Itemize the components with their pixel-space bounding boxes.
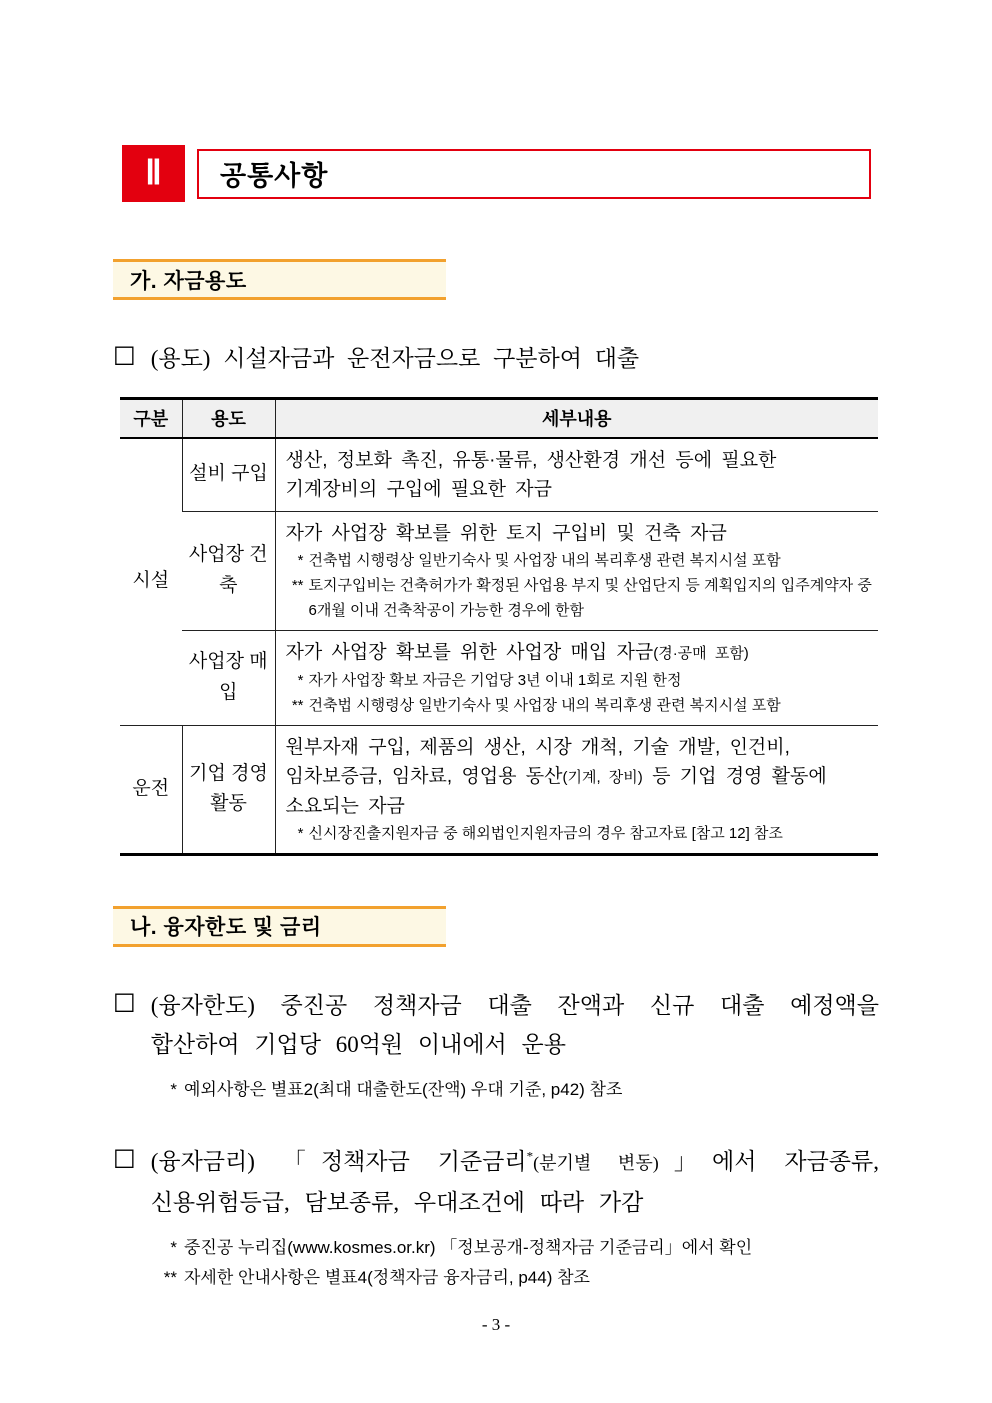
table-footnote: * 신시장진출지원자금 중 해외법인지원자금의 경우 참고자료 [참고 12] 참조 bbox=[297, 824, 783, 842]
detail-line: 자가 사업장 확보를 위한 토지 구입비 및 건축 자금 bbox=[285, 522, 727, 544]
category-operating: 운전 bbox=[120, 725, 182, 854]
chapter-numeral: Ⅱ bbox=[145, 154, 162, 192]
loan-rate-footnote-2: ** 자세한 안내사항은 별표4(정책자금 융자금리, p44) 참조 bbox=[163, 1267, 590, 1287]
chapter-numeral-box bbox=[122, 145, 185, 202]
usage-paragraph-text: (용도) 시설자금과 운전자금으로 구분하여 대출 bbox=[150, 346, 640, 371]
checkbox-bullet-icon: □ bbox=[113, 1142, 136, 1171]
loan-rate-line2: 신용위험등급, 담보종류, 우대조건에 따라 가감 bbox=[150, 1189, 644, 1215]
detail-operating bbox=[275, 725, 878, 854]
page-content bbox=[113, 145, 879, 1291]
page-number: - 3 - bbox=[481, 1315, 511, 1334]
use-build: 사업장 건축 bbox=[182, 511, 275, 630]
fund-usage-table bbox=[120, 397, 878, 856]
col-header-use: 용도 bbox=[182, 399, 275, 438]
loan-limit-footnote: * 예외사항은 별표2(최대 대출한도(잔액) 우대 기준, p42) 참조 bbox=[170, 1079, 623, 1099]
use-purchase: 사업장 매입 bbox=[182, 630, 275, 725]
chapter-title: 공통사항 bbox=[220, 161, 329, 191]
table-footnote: ** 건축법 시행령상 일반기숙사 및 사업장 내의 복리후생 관련 복지시설 포함 bbox=[291, 696, 781, 714]
loan-limit-line2: 합산하여 기업당 60억원 이내에서 운용 bbox=[150, 1031, 566, 1057]
section-a-heading: 가. 자금용도 bbox=[113, 259, 446, 300]
usage-paragraph bbox=[113, 339, 879, 378]
loan-rate-paragraph bbox=[113, 1142, 879, 1222]
detail-line: 생산, 정보화 촉진, 유통·물류, 생산환경 개선 등에 필요한 bbox=[285, 449, 777, 471]
col-header-category: 구분 bbox=[120, 399, 182, 438]
chapter-header bbox=[122, 145, 871, 202]
col-header-detail: 세부내용 bbox=[275, 399, 878, 438]
detail-line: 원부자재 구입, 제품의 생산, 시장 개척, 기술 개발, 인건비, bbox=[285, 736, 790, 758]
table-row-operating bbox=[120, 725, 878, 854]
table-row-build bbox=[120, 511, 878, 630]
use-equipment: 설비 구입 bbox=[182, 438, 275, 512]
table-row-equipment bbox=[120, 438, 878, 512]
table-row-purchase bbox=[120, 630, 878, 725]
loan-limit-line1: (융자한도) 중진공 정책자금 대출 잔액과 신규 대출 예정액을 bbox=[150, 992, 879, 1018]
checkbox-bullet-icon: □ bbox=[113, 340, 136, 368]
detail-line: 임차보증금, 임차료, 영업용 동산(기계, 장비) 등 기업 경영 활동에 bbox=[285, 765, 827, 787]
loan-limit-text bbox=[151, 986, 879, 1064]
category-facility: 시설 bbox=[120, 438, 182, 726]
table-footnote: * 자가 사업장 확보 자금은 기업당 3년 이내 1회로 지원 한정 bbox=[297, 671, 682, 689]
chapter-title-box bbox=[197, 149, 871, 199]
detail-line: 기계장비의 구입에 필요한 자금 bbox=[285, 478, 552, 500]
detail-purchase bbox=[275, 630, 878, 725]
loan-rate-text bbox=[151, 1142, 879, 1222]
detail-line: 자가 사업장 확보를 위한 사업장 매입 자금(경·공매 포함) bbox=[285, 641, 749, 663]
checkbox-bullet-icon: □ bbox=[113, 986, 136, 1015]
table-footnote: * 건축법 시행령상 일반기숙사 및 사업장 내의 복리후생 관련 복지시설 포함 bbox=[297, 551, 781, 569]
loan-limit-paragraph bbox=[113, 986, 879, 1064]
detail-line: 소요되는 자금 bbox=[285, 795, 405, 817]
detail-equipment bbox=[275, 438, 878, 512]
loan-rate-line1: (융자금리) 「정책자금 기준금리*(분기별 변동)」에서 자금종류, bbox=[150, 1147, 879, 1174]
table-footnote: ** 토지구입비는 건축허가가 확정된 사업용 부지 및 산업단지 등 계획입지의 입주계약자 중 6개월 이내 건축착공이 가능한 경우에 한함 bbox=[291, 576, 872, 619]
detail-build bbox=[275, 511, 878, 630]
section-b-heading: 나. 융자한도 및 금리 bbox=[113, 906, 446, 947]
use-operating: 기업 경영활동 bbox=[182, 725, 275, 854]
table-header-row bbox=[120, 399, 878, 438]
loan-rate-footnote-1: * 중진공 누리집(www.kosmes.or.kr) 「정보공개-정책자금 기준금리」에서 확인 bbox=[170, 1237, 753, 1257]
